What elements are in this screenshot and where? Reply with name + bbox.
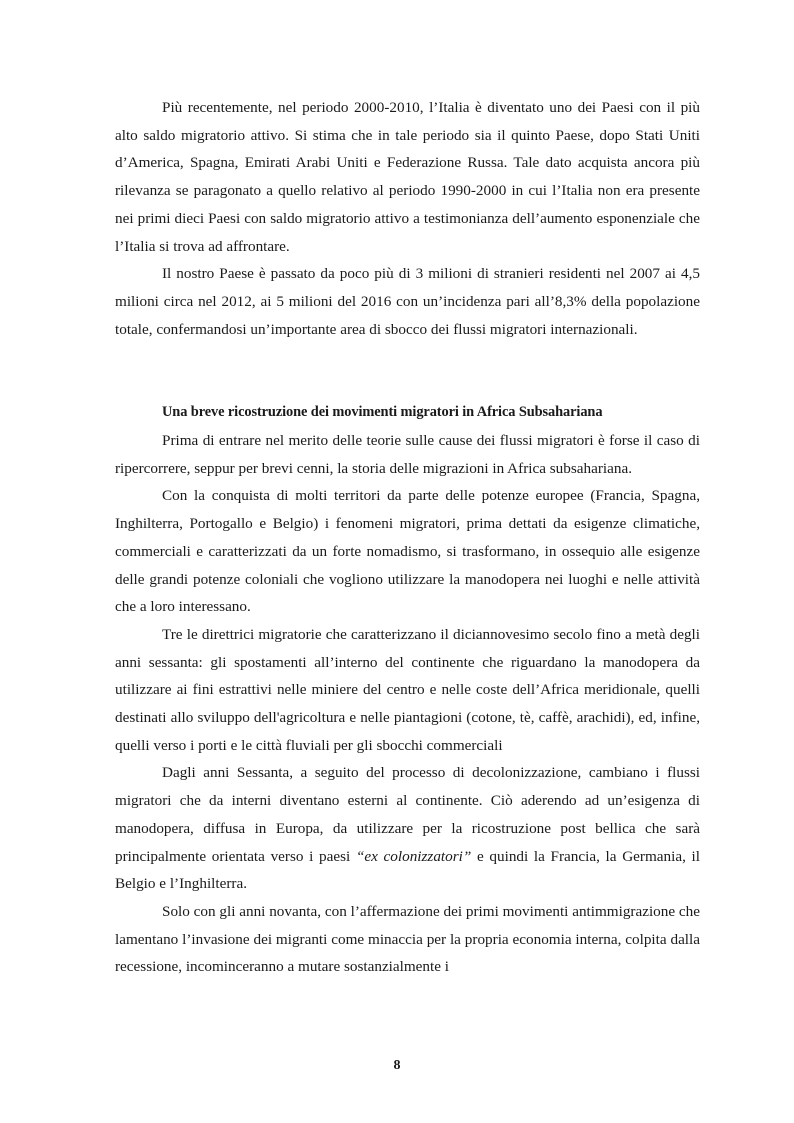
paragraph-colonial-conquest: Con la conquista di molti territori da parte delle potenze europee (Francia, Spagna, Inghilterra, Portogallo e Belgio) i fenomeni migratori, prima dettati da esigenze climatiche, commerciali e caratterizzati da un forte nomadismo, si trasformano, in ossequio alle esigenze delle grandi potenze coloniali che vogliono utilizzare la manodopera nei luoghi e nelle attività che a loro interessano. xyxy=(115,487,700,616)
paragraph-migration-directions: Tre le direttrici migratorie che caratterizzano il diciannovesimo secolo fino a metà degli anni sessanta: gli spostamenti all’interno del continente che riguardano la manodopera da utilizzare ai fini estrattivi nelle miniere del centro e nelle coste dell’Africa meridionale, quelli destinati allo sviluppo dell'agricoltura e nelle piantagioni (cotone, tè, caffè, arachidi), ed, infine, quelli verso i porti e le città fluviali per gli sbocchi commerciali xyxy=(115,625,700,754)
page-number: 8 xyxy=(393,1058,401,1073)
decolonization-text-end: e quindi la Francia, la Germania, il Belgio e l’Inghilterra. xyxy=(115,847,700,893)
ex-colonizers-emphasis: “ex colonizzatori” xyxy=(355,847,472,865)
paragraph-foreign-residents: Il nostro Paese è passato da poco più di 3 milioni di stranieri residenti nel 2007 ai 4,5 milioni circa nel 2012, ai 5 milioni del 2016 con un’incidenza pari all’8,3% della popolazione totale, confermandosi un’importante area di sbocco dei flussi migratori internazionali. xyxy=(115,265,700,338)
paragraph-italy-migration-2000-2010: Più recentemente, nel periodo 2000-2010, l’Italia è diventato uno dei Paesi con il più alto saldo migratorio attivo. Si stima che in tale periodo sia il quinto Paese, dopo Stati Uniti d’America, Spagna, Emirati Arabi Uniti e Federazione Russa. Tale dato acquista ancora più rilevanza se paragonato a quello relativo al periodo 1990-2000 in cui l’Italia non era presente nei primi dieci Paesi con saldo migratorio attivo a testimonianza dell’aumento esponenziale che l’Italia si trova ad affrontare. xyxy=(115,99,700,255)
paragraph-anti-immigration: Solo con gli anni novanta, con l’affermazione dei primi movimenti antimmigrazione che lamentano l’invasione dei migranti come minaccia per la propria economia interna, colpita dalla recessione, incominceranno a mutare sostanzialmente i xyxy=(115,902,700,976)
paragraph-history-intro: Prima di entrare nel merito delle teorie sulle cause dei flussi migratori è forse il caso di ripercorrere, seppur per brevi cenni, la storia delle migrazioni in Africa subsahariana. xyxy=(115,432,700,477)
section-spacer xyxy=(115,343,700,399)
document-body xyxy=(115,94,700,981)
decolonization-text-start: Dagli anni Sessanta, a seguito del processo di decolonizzazione, cambiano i flussi migratori che da interni diventano esterni al continente. Ciò aderendo ad un’esigenza di manodopera, diffusa in Europa, da utilizzare per la ricostruzione post bellica che sarà principalmente orientata verso i paesi xyxy=(115,764,700,865)
section-heading: Una breve ricostruzione dei movimenti migratori in Africa Subsahariana xyxy=(162,404,603,421)
paragraph-decolonization xyxy=(115,759,700,898)
